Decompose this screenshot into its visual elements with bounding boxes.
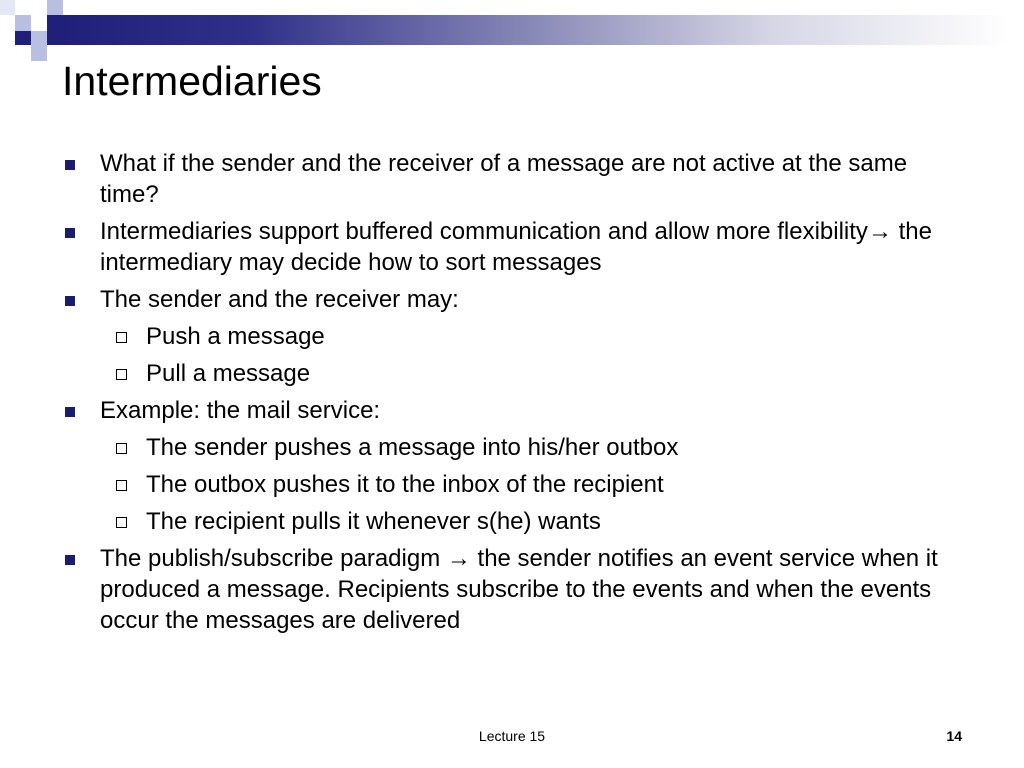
header-square	[47, 0, 63, 16]
sub-bullet-item	[62, 432, 952, 463]
hollow-square-bullet-icon	[116, 517, 127, 528]
bullet-item	[62, 148, 952, 210]
bullet-item	[62, 284, 952, 315]
header-square	[0, 0, 15, 15]
bullet-text: the sender notifies an event service when it produced a message. Recipients subscribe to the events and when the events occur the messages are delivered	[100, 545, 938, 634]
header-square	[15, 31, 31, 45]
bullet-text: What if the sender and the receiver of a message are not active at the same time?	[100, 150, 908, 208]
sub-bullet-item	[62, 358, 952, 389]
sub-bullet-text: The outbox pushes it to the inbox of the recipient	[146, 471, 664, 498]
slide-title: Intermediaries	[62, 58, 322, 104]
bullet-item	[62, 543, 952, 636]
sub-bullet-text: Push a message	[146, 323, 325, 350]
filled-square-bullet-icon	[65, 407, 75, 417]
filled-square-bullet-icon	[65, 160, 75, 170]
hollow-square-bullet-icon	[116, 332, 127, 343]
header-square	[31, 15, 47, 31]
header-gradient-bar	[62, 15, 1010, 45]
hollow-square-bullet-icon	[116, 443, 127, 454]
hollow-square-bullet-icon	[116, 369, 127, 380]
footer-lecture-label: Lecture 15	[478, 728, 546, 744]
bullet-text: the intermediary may decide how to sort messages	[100, 218, 932, 276]
header-square	[31, 31, 47, 45]
sub-bullet-text: The sender pushes a message into his/her outbox	[146, 434, 679, 461]
bullet-text: Example: the mail service:	[100, 397, 381, 424]
sub-bullet-text: The recipient pulls it whenever s(he) wants	[146, 508, 601, 535]
slide-page-number: 14	[946, 728, 962, 744]
bullet-text: Intermediaries support buffered communication and allow more flexibility	[100, 218, 868, 245]
sub-bullet-text: Pull a message	[146, 360, 311, 387]
header-square	[15, 15, 31, 31]
filled-square-bullet-icon	[65, 228, 75, 238]
header-square	[47, 15, 62, 45]
filled-square-bullet-icon	[65, 555, 75, 565]
bullet-item	[62, 395, 952, 426]
sub-bullet-item	[62, 469, 952, 500]
bullet-text: The sender and the receiver may:	[100, 286, 459, 313]
sub-bullet-item	[62, 506, 952, 537]
bullet-item	[62, 216, 952, 278]
slide-content	[62, 148, 952, 642]
slide-footer	[0, 726, 1024, 750]
header-square	[31, 45, 47, 61]
bullet-text: The publish/subscribe paradigm	[100, 545, 447, 572]
sub-bullet-item	[62, 321, 952, 352]
filled-square-bullet-icon	[65, 296, 75, 306]
right-arrow-icon: →	[867, 218, 892, 245]
hollow-square-bullet-icon	[116, 480, 127, 491]
right-arrow-icon: →	[446, 545, 471, 572]
